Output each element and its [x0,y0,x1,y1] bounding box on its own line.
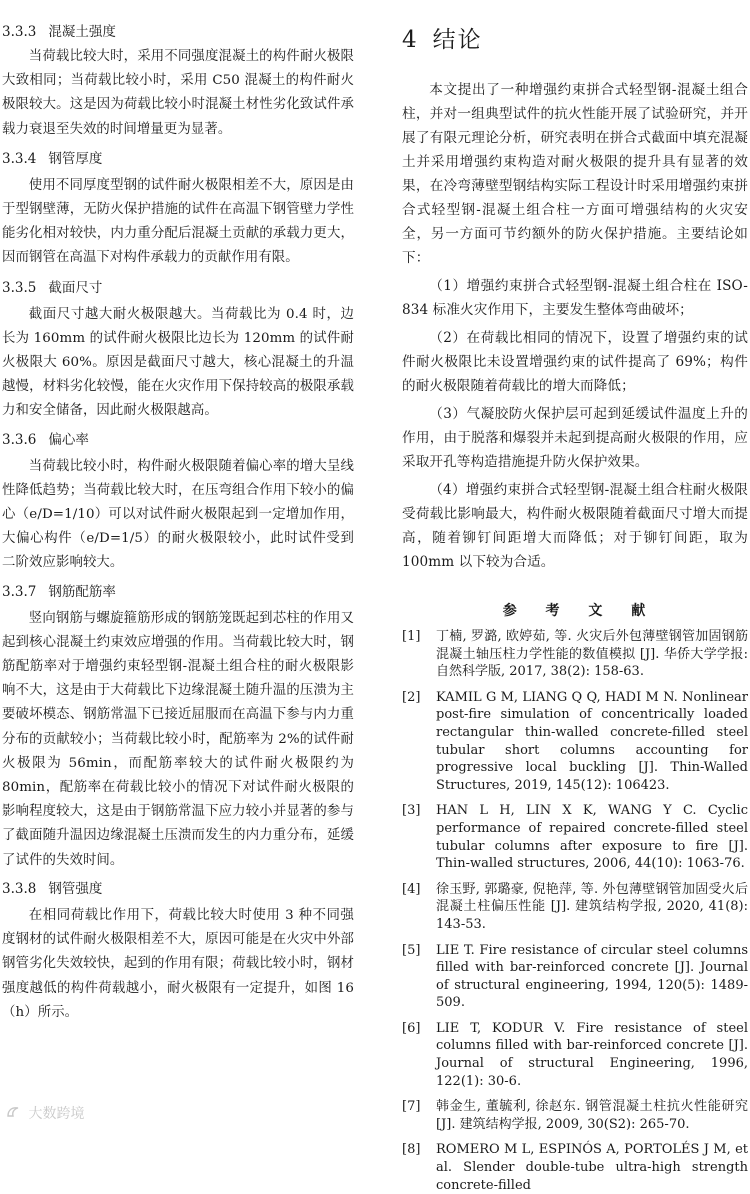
body-paragraph: 在相同荷载比作用下，荷载比较大时使用 3 种不同强度钢材的试件耐火极限相差不大，原因可能是在火灾中外部钢管劣化失效较快，起到的作用有限；荷载比较小时，钢材强度越低的构件荷载越小，耐火极限有一定提升，如图 16（h）所示。 [2,907,354,1020]
reference-item: [2] KAMIL G M, LIANG Q Q, HADI M N. Nonlinear post-fire simulation of concentrically loaded rectangular thin-walled concrete-filled steel tubular short columns accounting for progressive local buckling [J]. Thin-Walled Structures, 2019, 145(12): 106423. [402,689,748,793]
conclusion-item: （1）增强约束拼合式轻型钢-混凝土组合柱在 ISO-834 标准火灾作用下，主要发生整体弯曲破坏； [402,278,748,318]
body-paragraph: 当荷载比较小时，构件耐火极限随着偏心率的增大呈线性降低趋势；当荷载比较大时，在压弯组合作用下较小的偏心（e/D=1/10）可以对试件耐火极限起到一定增加作用，大偏心构件（e/D=1/5）的耐火极限较小，此时试件受到二阶效应影响较大。 [2,458,354,571]
reference-list [402,628,748,1194]
body-paragraph: 截面尺寸越大耐火极限越大。当荷载比为 0.4 时，边长为 160mm 的试件耐火极限比边长为 120mm 的试件耐火极限大 60%。原因是截面尺寸越大，核心混凝土的升温越慢，材料劣化较慢，能在火灾作用下保持较高的极限承载力和安全储备，因此耐火极限越高。 [2,306,354,419]
kaobo-logo-icon [6,1106,24,1122]
section-heading: 3.3.6 偏心率 [2,431,89,448]
reference-item: [3] HAN L H, LIN X K, WANG Y C. Cyclic performance of repaired concrete-filled steel tubular columns after exposure to fire [J]. Thin-walled structures, 2006, 44(10): 1063-76. [402,803,748,872]
left-column [2,0,354,1132]
reference-item: [8] ROMERO M L, ESPINÓS A, PORTOLÉS J M, et al. Slender double-tube ultra-high strength concrete-filled [402,1142,748,1193]
section-heading: 3.3.3 混凝土强度 [2,24,116,40]
section-heading: 3.3.5 截面尺寸 [2,279,103,296]
reference-item: [1] 丁楠, 罗潞, 欧婷茹, 等. 火灾后外包薄壁钢管加固钢筋混凝土轴压柱力学性能的数值模拟 [J]. 华侨大学学报: 自然科学版, 2017, 38(2): 158-63. [402,629,748,680]
intro-paragraph: 本文提出了一种增强约束拼合式轻型钢-混凝土组合柱，并对一组典型试件的抗火性能开展了试验研究，并开展了有限元理论分析，研究表明在拼合式截面中填充混凝土并采用增强约束构造对耐火极限的提升具有显著的效果，在冷弯薄壁型钢结构实际工程设计时采用增强约束拼合式轻型钢-混凝土组合柱一方面可增强结构的火灾安全，另一方面可节约额外的防火保护措施。主要结论如下： [402,82,748,266]
right-column [402,0,748,1193]
references-title: 参 考 文 献 [502,603,658,619]
conclusion-item: （3）气凝胶防火保护层可起到延缓试件温度上升的作用，由于脱落和爆裂并未起到提高耐火极限的作用，应采取开孔等构造措施提升防火保护效果。 [402,406,748,470]
section-heading: 3.3.7 钢筋配筋率 [2,583,116,600]
body-paragraph: 使用不同厚度型钢的试件耐火极限相差不大，原因是由于型钢壁薄，无防火保护措施的试件在高温下钢管壁力学性能劣化相对较快，内力重分配后混凝土贡献的承载力更大，因而钢管在高温下对构件承载力的贡献作用有限。 [2,177,354,266]
watermark: 大数跨境 [6,1103,84,1123]
conclusion-item: （2）在荷载比相同的情况下，设置了增强约束的试件耐火极限比未设置增强约束的试件提高了 69%；构件的耐火极限随着荷载比的增大而降低； [402,330,748,394]
reference-item: [7] 韩金生, 董毓利, 徐赵东. 钢管混凝土柱抗火性能研究 [J]. 建筑结构学报, 2009, 30(S2): 265-70. [402,1099,748,1132]
body-paragraph: 当荷载比较大时，采用不同强度混凝土的构件耐火极限大致相同；当荷载比较小时，采用 C50 混凝土的构件耐火极限较大。这是因为荷载比较小时混凝土材性劣化致试件承载力衰退至失效的时间增量更为显著。 [2,49,354,137]
conclusion-item: （4）增强约束拼合式轻型钢-混凝土组合柱耐火极限受荷载比影响最大，构件耐火极限随着截面尺寸增大而提高，随着铆钉间距增大而降低；对于铆钉间距，取为 100mm 以下较为合适。 [402,482,748,570]
reference-item: [6] LIE T, KODUR V. Fire resistance of steel columns filled with bar-reinforced concrete [J]. Journal of structural Engineering, 1996, 122(1): 30-6. [402,1020,748,1089]
reference-item: [5] LIE T. Fire resistance of circular steel columns filled with bar-reinforced concrete [J]. Journal of structural engineering, 1994, 120(5): 1489-509. [402,942,748,1011]
reference-item: [4] 徐玉野, 郭璐豪, 倪艳萍, 等. 外包薄壁钢管加固受火后混凝土柱偏压性能 [J]. 建筑结构学报, 2020, 41(8): 143-53. [402,881,748,932]
body-paragraph: 竖向钢筋与螺旋箍筋形成的钢筋笼既起到芯柱的作用又起到核心混凝土约束效应增强的作用。当荷载比较大时，钢筋配筋率对于增强约束轻型钢-混凝土组合柱的耐火极限影响不大，这是由于大荷载比下边缘混凝土随升温的压溃为主要破坏模态、钢筋常温下已接近屈服而在高温下参与内力重分布的贡献较小；当荷载比较小时，配筋率为 2%的试件耐火极限为 56min，而配筋率较大的试件耐火极限约为 80min，配筋率在荷载比较小的情况下对试件耐火极限的影响程度较大，这是由于钢筋常温下应力较小并显著的参与了截面随升温因边缘混凝土压溃而发生的内力重分布，延缓了试件的失效时间。 [2,610,354,868]
chapter-heading: 4 结论 [402,27,483,53]
section-heading: 3.3.8 钢管强度 [2,880,103,897]
section-heading: 3.3.4 钢管厚度 [2,150,103,167]
conclusion-body [402,78,748,574]
